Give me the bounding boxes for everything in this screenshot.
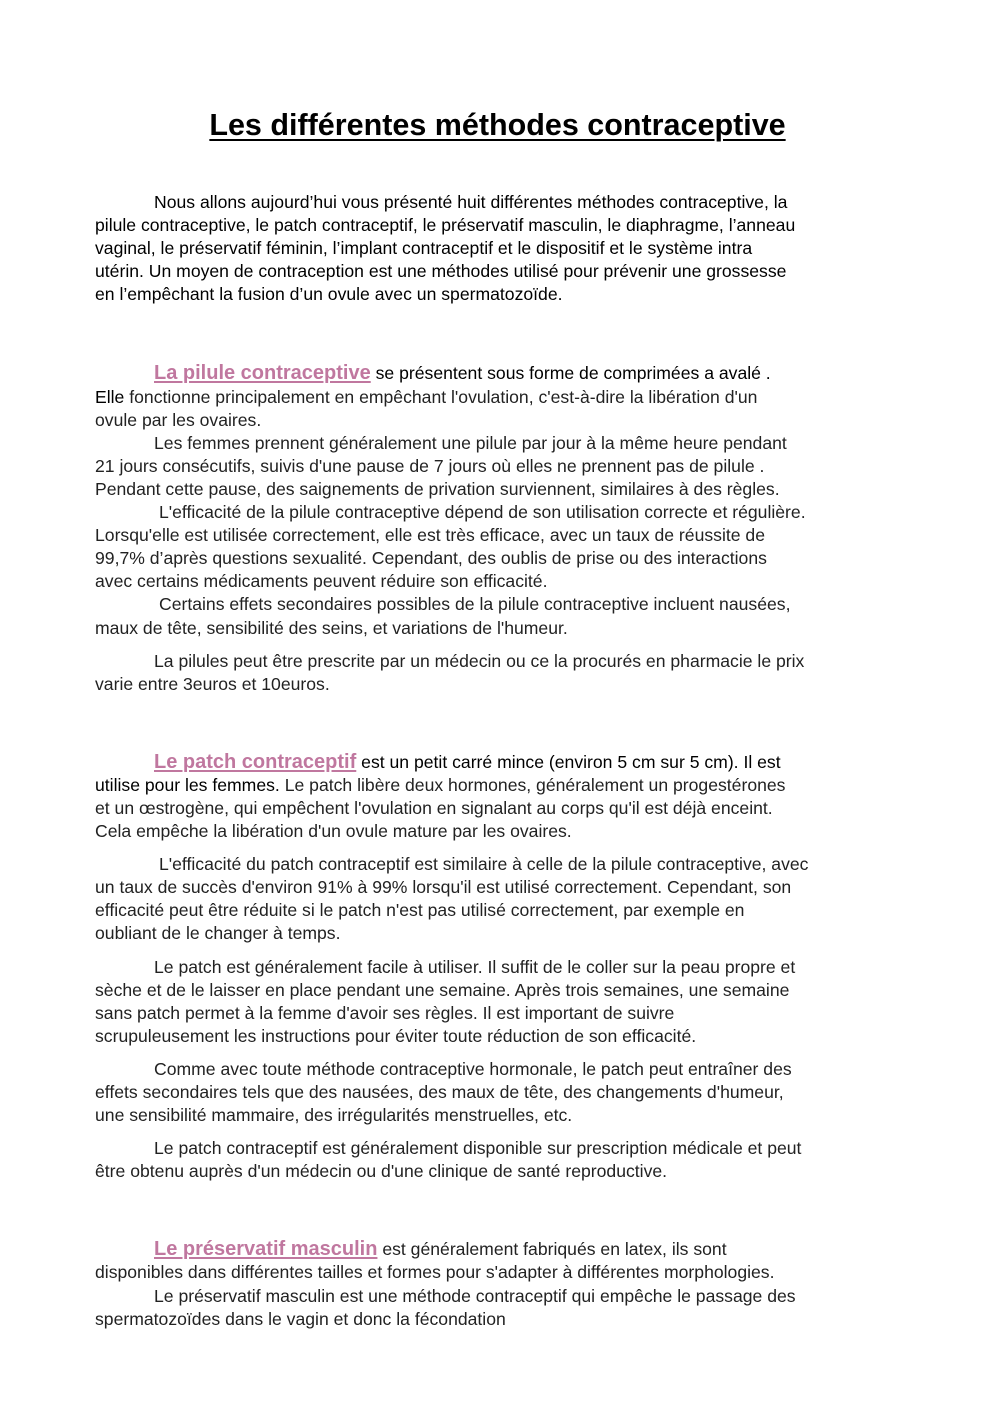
text-line: en l’empêchant la fusion d’un ovule avec un spermatozoïde. xyxy=(95,284,563,305)
section-heading-line xyxy=(95,362,900,385)
text-line: La pilules peut être prescrite par un médecin ou ce la procurés en pharmacie le prix xyxy=(154,650,805,671)
text-span: Le patch libère deux hormones, généralement un progestérones xyxy=(279,774,786,795)
section-pilule xyxy=(95,362,900,695)
section-patch xyxy=(95,751,900,1184)
text-span: est généralement fabriqués en latex, ils sont xyxy=(377,1239,727,1260)
text-span: utilise pour les femmes. xyxy=(95,774,280,795)
text-line: être obtenu auprès d'un médecin ou d'une clinique de santé reproductive. xyxy=(95,1161,668,1182)
text-line: Comme avec toute méthode contraceptive hormonale, le patch peut entraîner des xyxy=(154,1058,792,1079)
text-line: spermatozoïdes dans le vagin et donc la fécondation xyxy=(95,1308,506,1329)
text-line: oubliant de le changer à temps. xyxy=(95,923,341,944)
text-line: sèche et de le laisser en place pendant une semaine. Après trois semaines, une semaine xyxy=(95,979,790,1000)
text-span: se présentent sous forme de comprimées a avalé . xyxy=(370,363,771,384)
text-line: 99,7% d’après questions sexualité. Cependant, des oublis de prise ou des interactions xyxy=(95,548,767,569)
text-line xyxy=(95,386,900,409)
text-line: L'efficacité de la pilule contraceptive dépend de son utilisation correcte et régulière. xyxy=(159,502,806,523)
preservatif-heading-link[interactable]: Le préservatif masculin xyxy=(154,1238,378,1261)
text-line: maux de tête, sensibilité des seins, et variations de l'humeur. xyxy=(95,617,568,638)
text-span: Elle xyxy=(95,386,125,407)
section-heading-line xyxy=(95,751,900,774)
text-line: Le patch est généralement facile à utiliser. Il suffit de le coller sur la peau propre et xyxy=(154,956,796,977)
text-span: est un petit carré mince (environ 5 cm sur 5 cm). Il est xyxy=(356,751,781,772)
text-line: disponibles dans différentes tailles et formes pour s'adapter à différentes morphologies. xyxy=(95,1262,775,1283)
text-line: ovule par les ovaires. xyxy=(95,409,262,430)
text-line: une sensibilité mammaire, des irrégularités menstruelles, etc. xyxy=(95,1105,573,1126)
text-line: Le patch contraceptif est généralement disponible sur prescription médicale et peut xyxy=(154,1138,802,1159)
pilule-heading-link[interactable]: La pilule contraceptive xyxy=(154,362,371,385)
document-title: Les différentes méthodes contraceptive xyxy=(209,108,786,142)
text-line xyxy=(95,774,900,797)
text-line: utérin. Un moyen de contraception est une méthodes utilisé pour prévenir une grossesse xyxy=(95,261,787,282)
text-line: un taux de succès d'environ 91% à 99% lorsqu'il est utilisé correctement. Cependant, son xyxy=(95,877,792,898)
text-line: pilule contraceptive, le patch contraceptif, le préservatif masculin, le diaphragme, l’anneau xyxy=(95,215,796,236)
text-line: Pendant cette pause, des saignements de privation surviennent, similaires à des règles. xyxy=(95,478,780,499)
section-preservatif xyxy=(95,1238,900,1330)
text-line: scrupuleusement les instructions pour éviter toute réduction de son efficacité. xyxy=(95,1025,697,1046)
text-line: L'efficacité du patch contraceptif est similaire à celle de la pilule contraceptive, avec xyxy=(159,854,809,875)
text-line: Certains effets secondaires possibles de la pilule contraceptive incluent nausées, xyxy=(159,594,791,615)
document-page xyxy=(95,102,900,1331)
text-line: varie entre 3euros et 10euros. xyxy=(95,673,330,694)
text-line: vaginal, le préservatif féminin, l’implant contraceptif et le dispositif et le système intra xyxy=(95,238,753,259)
intro-paragraph xyxy=(95,191,900,306)
patch-heading-link[interactable]: Le patch contraceptif xyxy=(154,750,357,773)
text-line: 21 jours consécutifs, suivis d'une pause de 7 jours où elles ne prennent pas de pilule . xyxy=(95,455,765,476)
text-line: efficacité peut être réduite si le patch n'est pas utilisé correctement, par exemple en xyxy=(95,900,745,921)
section-heading-line xyxy=(95,1238,900,1261)
text-line: et un œstrogène, qui empêchent l'ovulation en signalant au corps qu'il est déjà enceint. xyxy=(95,797,773,818)
text-line: effets secondaires tels que des nausées, des maux de tête, des changements d'humeur, xyxy=(95,1082,784,1102)
text-line: avec certains médicaments peuvent réduire son efficacité. xyxy=(95,571,548,592)
text-line: Nous allons aujourd’hui vous présenté huit différentes méthodes contraceptive, la xyxy=(154,192,788,212)
text-line: Le préservatif masculin est une méthode contraceptif qui empêche le passage des xyxy=(154,1285,796,1306)
text-line: Les femmes prennent généralement une pilule par jour à la même heure pendant xyxy=(154,432,787,453)
text-line: Cela empêche la libération d'un ovule mature par les ovaires. xyxy=(95,821,572,842)
text-line: sans patch permet à la femme d'avoir ses règles. Il est important de suivre xyxy=(95,1002,675,1023)
text-line: Lorsqu'elle est utilisée correctement, elle est très efficace, avec un taux de réussite de xyxy=(95,525,765,546)
text-span: fonctionne principalement en empêchant l'ovulation, c'est-à-dire la libération d'un xyxy=(124,386,758,407)
